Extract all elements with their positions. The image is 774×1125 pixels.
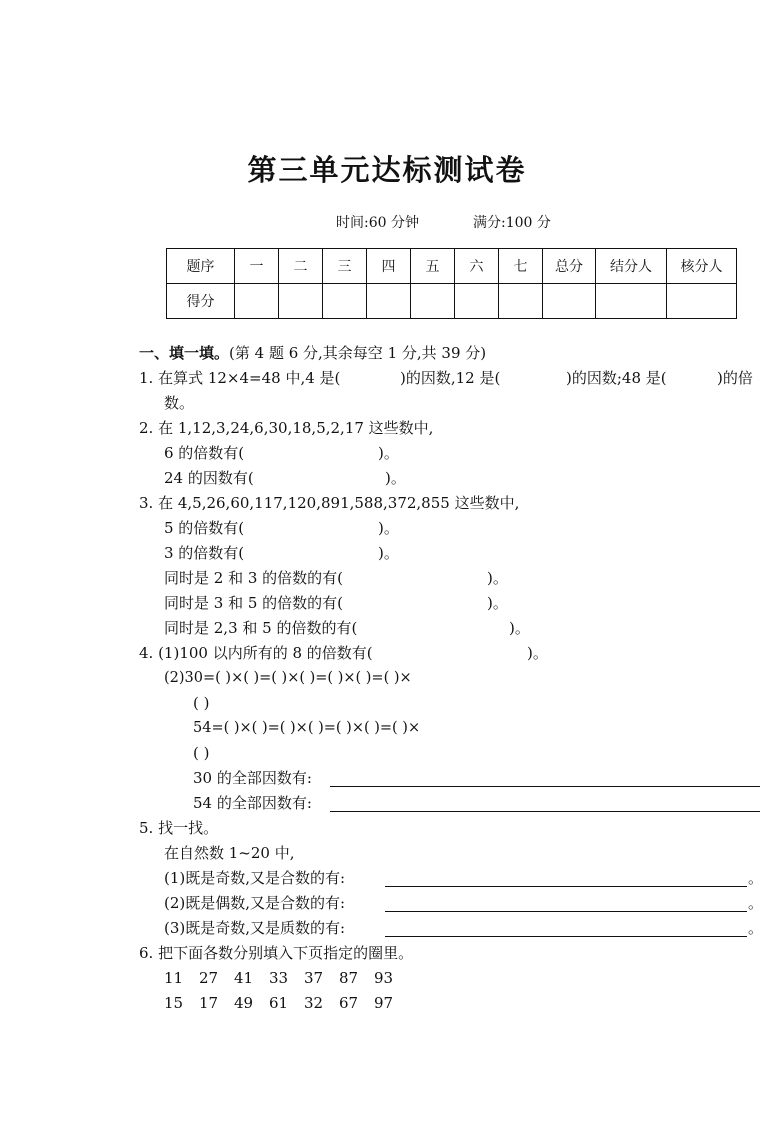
q3-c-end: )。 [378,544,399,562]
q1-part-a: 1. 在算式 12×4=48 中,4 是( [139,369,341,387]
q6-number: 61 [269,994,289,1012]
full-score: 满分:100 分 [473,215,551,231]
q1-part-d: )的倍 [717,369,753,387]
q3-e-label: 同时是 3 和 5 的倍数的有( [164,594,344,612]
q2-stem: 2. 在 1,12,3,24,6,30,18,5,2,17 这些数中, [139,419,434,437]
q6-number: 33 [269,969,289,987]
q2-b-end: )。 [378,444,399,462]
q2-c-label: 24 的因数有( [164,469,254,487]
score-cell[interactable] [596,284,667,319]
section-note: (第 4 题 6 分,其余每空 1 分,共 39 分) [229,344,487,362]
q6-number: 93 [374,969,394,987]
q6-number: 32 [304,994,324,1012]
score-row-label: 得分 [167,284,235,319]
score-cell[interactable] [455,284,499,319]
q3-b-label: 5 的倍数有( [164,519,245,537]
score-table-header-row [167,249,737,284]
table-header-cell: 核分人 [667,249,737,284]
score-cell[interactable] [543,284,596,319]
q6-number: 97 [374,994,394,1012]
q5-1-answer-line[interactable] [385,886,747,887]
q3-f-end: )。 [509,619,530,637]
section-heading [139,343,486,363]
q4-1-label: 4. (1)100 以内所有的 8 的倍数有( [139,644,373,662]
score-table [166,248,737,319]
q6-number: 17 [199,994,219,1012]
q5-2-answer-line[interactable] [385,911,747,912]
q5-2-end: 。 [748,894,764,912]
q4-factors-54-label: 54 的全部因数有: [193,794,312,812]
table-header-cell: 七 [499,249,543,284]
q3-e-end: )。 [487,594,508,612]
q3-stem: 3. 在 4,5,26,60,117,120,891,588,372,855 这些数中, [139,494,520,512]
q5-3-answer-line[interactable] [385,936,747,937]
score-cell[interactable] [323,284,367,319]
table-header-cell: 四 [367,249,411,284]
table-header-cell: 题序 [167,249,235,284]
page-title: 第三单元达标测试卷 [247,153,527,187]
q6-number: 41 [234,969,254,987]
section-title: 一、填一填。 [139,344,230,362]
q5-range: 在自然数 1~20 中, [164,844,295,862]
q4-factors-54-answer-line[interactable] [330,811,760,812]
q1-part-b: )的因数,12 是( [400,369,501,387]
time-limit: 时间:60 分钟 [336,215,419,231]
score-cell[interactable] [499,284,543,319]
q6-number: 15 [164,994,184,1012]
q5-1-label: (1)既是奇数,又是合数的有: [164,869,346,887]
q2-b-label: 6 的倍数有( [164,444,245,462]
table-header-cell: 二 [279,249,323,284]
q6-number: 87 [339,969,359,987]
q4-1-end: )。 [527,644,548,662]
score-cell[interactable] [667,284,737,319]
table-header-cell: 五 [411,249,455,284]
table-header-cell: 六 [455,249,499,284]
q6-number: 67 [339,994,359,1012]
table-header-cell: 结分人 [596,249,667,284]
q6-number: 49 [234,994,254,1012]
score-table-score-row [167,284,737,319]
q3-c-label: 3 的倍数有( [164,544,245,562]
q6-stem: 6. 把下面各数分别填入下页指定的圈里。 [139,944,414,962]
q3-b-end: )。 [378,519,399,537]
q5-2-label: (2)既是偶数,又是合数的有: [164,894,346,912]
q5-3-label: (3)既是奇数,又是质数的有: [164,919,346,937]
q4-2-30-last: ( ) [193,694,210,712]
score-cell[interactable] [411,284,455,319]
q4-2-54-last: ( ) [193,744,210,762]
q6-number: 37 [304,969,324,987]
q5-1-end: 。 [748,869,764,887]
table-header-cell: 三 [323,249,367,284]
q4-2-30-line: (2)30=( )×( )=( )×( )=( )×( )=( )× [164,670,412,686]
q4-factors-30-label: 30 的全部因数有: [193,769,312,787]
score-cell[interactable] [235,284,279,319]
q6-number: 27 [199,969,219,987]
table-header-cell: 一 [235,249,279,284]
q3-f-label: 同时是 2,3 和 5 的倍数的有( [164,619,358,637]
q3-d-label: 同时是 2 和 3 的倍数的有( [164,569,344,587]
q1-part-c: )的因数;48 是( [566,369,667,387]
q2-c-end: )。 [385,469,406,487]
score-cell[interactable] [367,284,411,319]
q5-title: 5. 找一找。 [139,819,219,837]
q5-3-end: 。 [748,919,764,937]
q4-2-54-line: 54=( )×( )=( )×( )=( )×( )=( )× [193,720,421,736]
q3-d-end: )。 [487,569,508,587]
q1-part-e: 数。 [164,394,195,412]
q4-factors-30-answer-line[interactable] [330,786,760,787]
score-cell[interactable] [279,284,323,319]
table-header-cell: 总分 [543,249,596,284]
q6-number: 11 [164,969,184,987]
